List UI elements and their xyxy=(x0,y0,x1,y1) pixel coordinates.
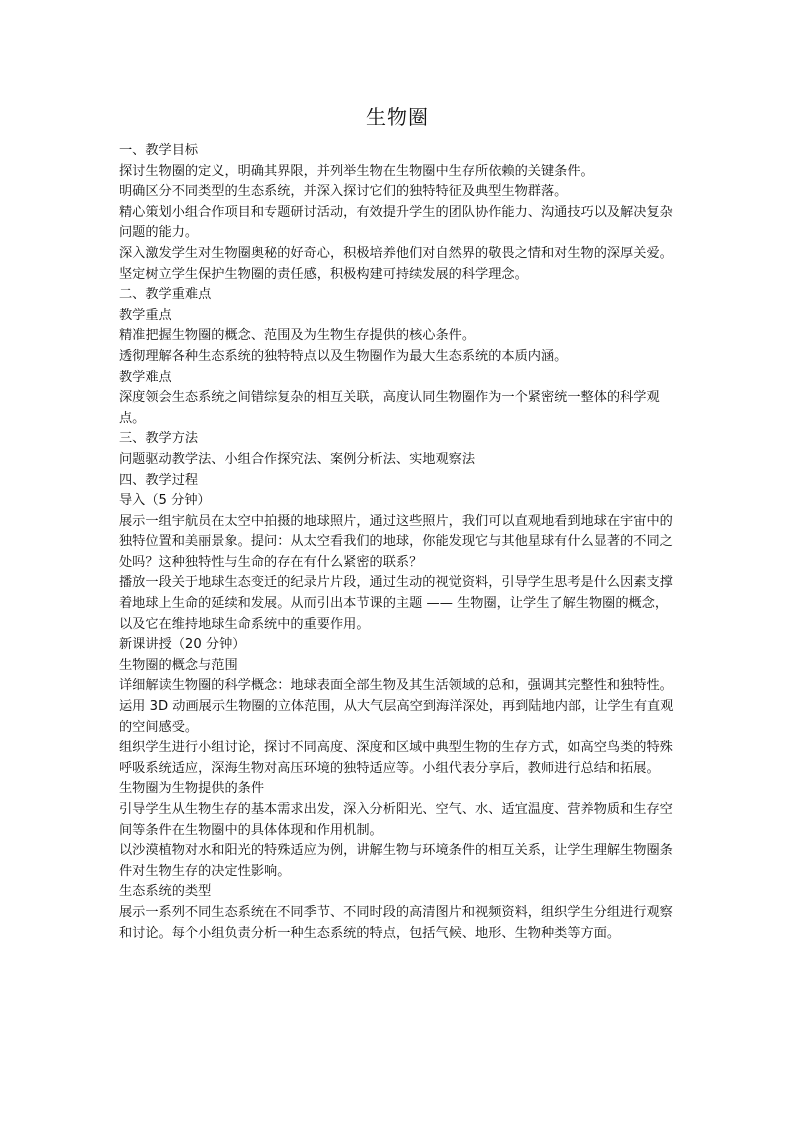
paragraph: 引导学生从生物生存的基本需求出发，深入分析阳光、空气、水、适宜温度、营养物质和生存空间等条件在生物圈中的具体体现和作用机制。 xyxy=(119,802,673,838)
paragraph: 深度领会生态系统之间错综复杂的相互关联，高度认同生物圈作为一个紧密统一整体的科学观点。 xyxy=(119,390,660,426)
section-heading-objectives: 一、教学目标 xyxy=(119,143,199,158)
paragraph: 精准把握生物圈的概念、范围及为生物生存提供的核心条件。 xyxy=(119,328,476,344)
subheading-new-lesson: 新课讲授（20 分钟） xyxy=(119,637,246,653)
paragraph: 明确区分不同类型的生态系统，并深入探讨它们的独特特征及典型生物群落。 xyxy=(119,184,568,200)
subheading-ecosystem-types: 生态系统的类型 xyxy=(119,884,212,900)
paragraph: 问题驱动教学法、小组合作探究法、案例分析法、实地观察法 xyxy=(119,451,476,467)
paragraph: 组织学生进行小组讨论，探讨不同高度、深度和区域中典型生物的生存方式，如高空鸟类的特殊呼吸系统适应，深海生物对高压环境的独特适应等。小组代表分享后，教师进行总结和拓展。 xyxy=(119,740,673,776)
subheading-conditions: 生物圈为生物提供的条件 xyxy=(119,781,265,797)
paragraph: 坚定树立学生保护生物圈的责任感，积极构建可持续发展的科学理念。 xyxy=(119,266,528,282)
paragraph: 深入激发学生对生物圈奥秘的好奇心，积极培养他们对自然界的敬畏之情和对生物的深厚关爱。 xyxy=(119,245,673,261)
subheading-key-points: 教学重点 xyxy=(119,307,172,323)
paragraph: 探讨生物圈的定义，明确其界限，并列举生物在生物圈中生存所依赖的关键条件。 xyxy=(119,163,594,179)
document-body xyxy=(119,141,676,944)
section-heading-key-points: 二、教学重难点 xyxy=(119,287,212,303)
document-title: 生物圈 xyxy=(366,105,429,129)
subheading-difficulties: 教学难点 xyxy=(119,369,172,385)
paragraph: 运用 3D 动画展示生物圈的立体范围，从大气层高空到海洋深处，再到陆地内部，让学生有直观的空间感受。 xyxy=(119,699,674,735)
paragraph: 精心策划小组合作项目和专题研讨活动，有效提升学生的团队协作能力、沟通技巧以及解决复杂问题的能力。 xyxy=(119,204,673,241)
subheading-concept-scope: 生物圈的概念与范围 xyxy=(119,657,238,673)
paragraph: 以沙漠植物对水和阳光的特殊适应为例，讲解生物与环境条件的相互关系，让学生理解生物圈条件对生物生存的决定性影响。 xyxy=(119,843,673,879)
paragraph: 详细解读生物圈的科学概念：地球表面全部生物及其生活领域的总和，强调其完整性和独特性。 xyxy=(119,678,673,694)
paragraph: 展示一组宇航员在太空中拍摄的地球照片，通过这些照片，我们可以直观地看到地球在宇宙中的独特位置和美丽景象。提问：从太空看我们的地球，你能发现它与其他星球有什么显著的不同之处吗？这种独特性与生命的存在有什么紧密的联系？ xyxy=(119,513,673,570)
section-heading-process: 四、教学过程 xyxy=(119,472,199,488)
section-heading-methods: 三、教学方法 xyxy=(119,431,199,447)
paragraph: 播放一段关于地球生态变迁的纪录片片段，通过生动的视觉资料，引导学生思考是什么因素支撑着地球上生命的延续和发展。从而引出本节课的主题 —— 生物圈，让学生了解生物圈的概念，以及它在维持地球生命系统中的重要作用。 xyxy=(119,575,673,632)
paragraph: 透彻理解各种生态系统的独特特点以及生物圈作为最大生态系统的本质内涵。 xyxy=(119,348,568,364)
subheading-introduction: 导入（5 分钟） xyxy=(119,493,211,509)
paragraph: 展示一系列不同生态系统在不同季节、不同时段的高清图片和视频资料，组织学生分组进行观察和讨论。每个小组负责分析一种生态系统的特点，包括气候、地形、生物种类等方面。 xyxy=(119,904,673,941)
